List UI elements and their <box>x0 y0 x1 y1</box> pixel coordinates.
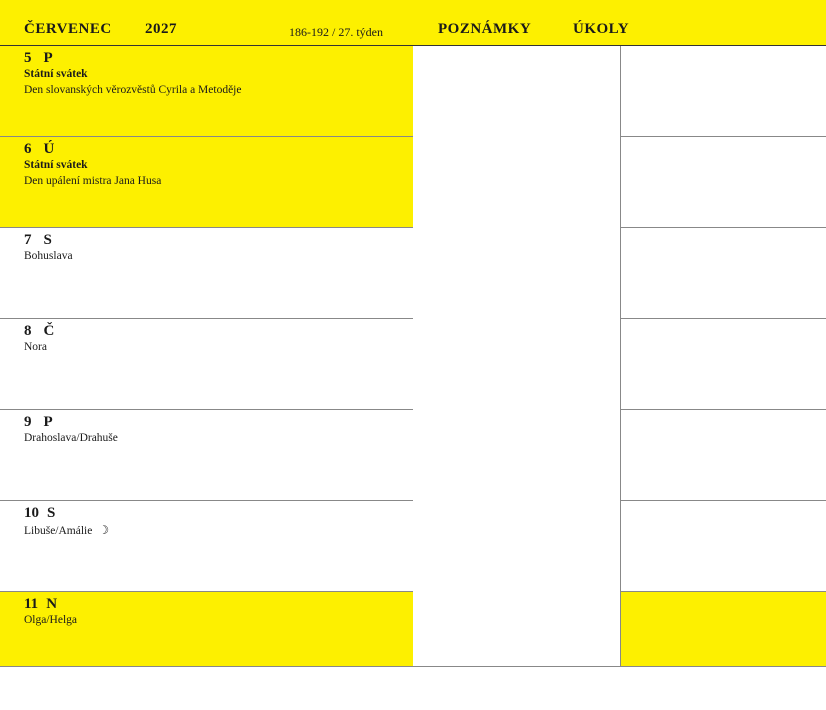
task-cell-weekend[interactable] <box>620 592 826 667</box>
notes-area[interactable] <box>413 46 620 667</box>
day-name: Bohuslava <box>24 250 73 262</box>
week-info: 186-192 / 27. týden <box>289 25 383 39</box>
task-cell[interactable] <box>620 46 826 137</box>
day-number: 5 P <box>24 50 53 66</box>
day-row-9[interactable] <box>0 410 413 501</box>
day-name: Den slovanských věrozvěstů Cyrila a Metoděje <box>24 84 242 96</box>
task-cell[interactable] <box>620 137 826 228</box>
day-row-5[interactable] <box>0 46 413 137</box>
task-cell[interactable] <box>620 410 826 501</box>
task-cell[interactable] <box>620 319 826 410</box>
day-row-10[interactable] <box>0 501 413 592</box>
task-cell[interactable] <box>620 501 826 592</box>
task-cell[interactable] <box>620 228 826 319</box>
day-name: Drahoslava/Drahuše <box>24 432 118 444</box>
day-row-7[interactable] <box>0 228 413 319</box>
tasks-heading: ÚKOLY <box>573 21 630 37</box>
day-name: Olga/Helga <box>24 614 78 626</box>
day-name: Den upálení mistra Jana Husa <box>24 175 162 187</box>
day-row-11[interactable] <box>0 592 413 667</box>
day-number: 11 N <box>24 596 58 612</box>
day-number: 8 Č <box>24 323 55 339</box>
moon-phase-icon: ☽ <box>98 523 110 537</box>
holiday-label: Státní svátek <box>24 68 88 80</box>
day-name: Nora <box>24 341 47 353</box>
day-row-6[interactable] <box>0 137 413 228</box>
day-number: 6 Ú <box>24 141 55 157</box>
day-number: 9 P <box>24 414 53 430</box>
month-title: ČERVENEC <box>24 21 112 37</box>
planner-header <box>0 0 826 46</box>
day-number: 7 S <box>24 232 52 248</box>
day-row-8[interactable] <box>0 319 413 410</box>
year-title: 2027 <box>145 21 177 37</box>
day-name: Libuše/Amálie ☽ <box>24 523 110 537</box>
notes-heading: POZNÁMKY <box>438 21 532 37</box>
holiday-label: Státní svátek <box>24 159 88 171</box>
day-number: 10 S <box>24 505 56 521</box>
